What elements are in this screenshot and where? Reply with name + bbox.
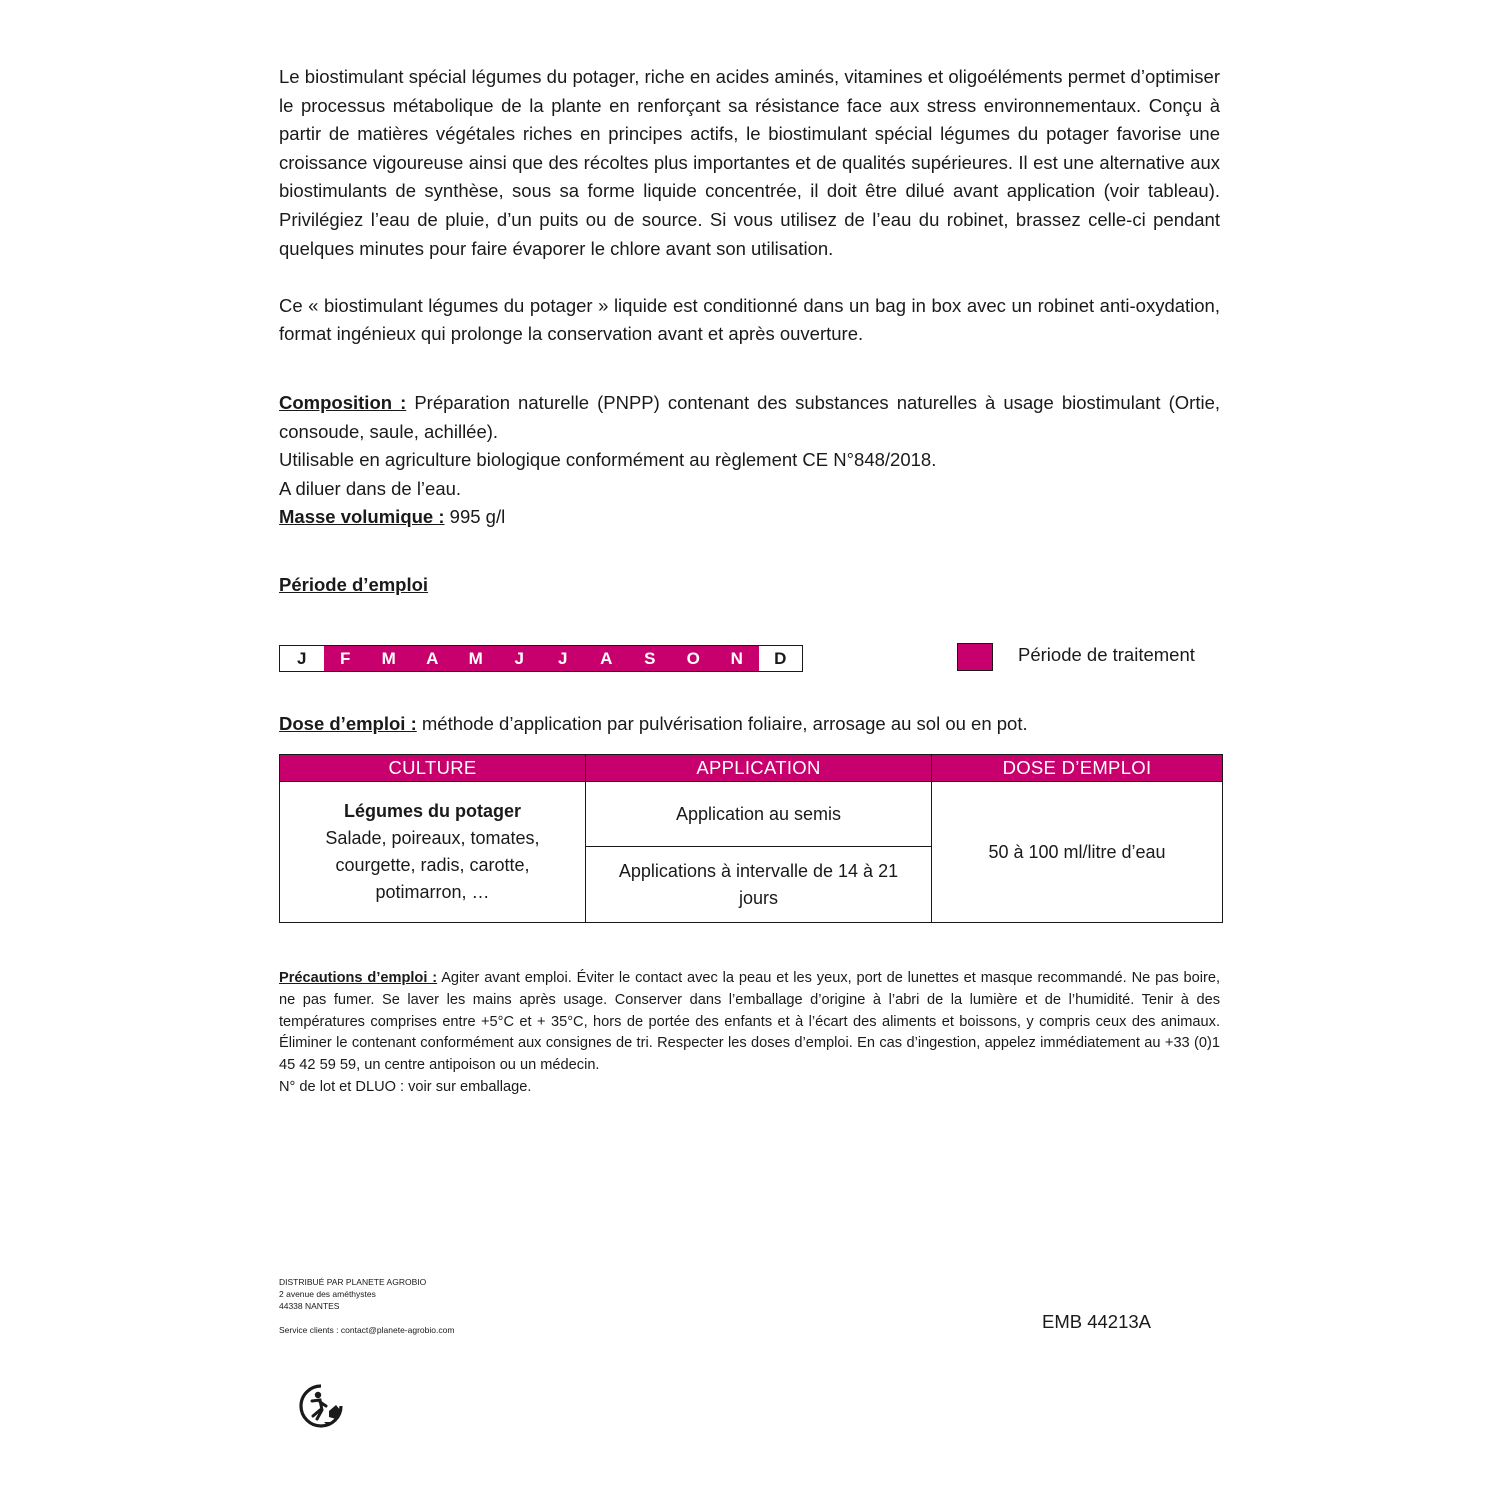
header-application: APPLICATION xyxy=(586,755,932,782)
distributor-block xyxy=(279,1276,454,1336)
lot-line: N° de lot et DLUO : voir sur emballage. xyxy=(279,1078,532,1095)
month-cell: S xyxy=(628,646,672,671)
month-cell: N xyxy=(715,646,759,671)
composition-dilute-line: A diluer dans de l’eau. xyxy=(279,477,462,499)
distributor-address-2: 44338 NANTES xyxy=(279,1301,340,1311)
dose-table xyxy=(279,754,1223,923)
header-dose: DOSE D’EMPLOI xyxy=(932,755,1223,782)
period-calendar xyxy=(279,645,803,672)
month-cell: D xyxy=(759,646,803,671)
precautions-label: Précautions d’emploi : xyxy=(279,970,438,986)
culture-title: Légumes du potager xyxy=(343,801,522,821)
treatment-legend-swatch xyxy=(957,643,993,671)
month-cell: O xyxy=(672,646,716,671)
month-cell: J xyxy=(280,646,324,671)
month-cell: A xyxy=(585,646,629,671)
density-value: 995 g/l xyxy=(444,506,506,528)
application-2: Applications à intervalle de 14 à 21 jours xyxy=(586,847,932,923)
product-description xyxy=(279,63,1220,600)
customer-service: Service clients : contact@planete-agrobio.com xyxy=(279,1325,455,1335)
dose-label: Dose d’emploi : xyxy=(279,713,417,734)
composition-section xyxy=(279,389,1220,532)
dose-value: 50 à 100 ml/litre d’eau xyxy=(932,782,1223,923)
month-cell: M xyxy=(454,646,498,671)
month-cell: J xyxy=(498,646,542,671)
precautions-text: Agiter avant emploi. Éviter le contact avec la peau et les yeux, port de lunettes et masque recommandé. Ne pas boire, ne pas fumer. Se laver les mains après usage. Conserver dans l’emballage d’origine à l’abri de la lumière et de l’humidité. Tenir à des températures comprises entre +5°C et + 35°C, hors de portée des enfants et à l’écart des aliments et boissons, y compris ceux des animaux. Éliminer le contenant conformément aux consignes de tri. Respecter les doses d’emploi. En cas d’ingestion, appelez immédiatement au +33 (0)1 45 42 59 59, un centre antipoison ou un médecin. xyxy=(279,970,1220,1074)
period-title: Période d’emploi xyxy=(279,573,429,595)
intro-paragraph-1: Le biostimulant spécial légumes du potager, riche en acides aminés, vitamines et oligoéléments permet d’optimiser le processus métabolique de la plante en renforçant sa résistance face aux stress environnementaux. Conçu à partir de matières végétales riches en principes actifs, le biostimulant spécial légumes du potager favorise une croissance vigoureuse ainsi que des récoltes plus importantes et de qualités supérieures. Il est une alternative aux biostimulants de synthèse, sous sa forme liquide concentrée, il doit être dilué avant application (voir tableau). Privilégiez l’eau de pluie, d’un puits ou de source. Si vous utilisez de l’eau du robinet, brassez celle-ci pendant quelques minutes pour faire évaporer le chlore avant son utilisation. xyxy=(279,66,1220,259)
culture-detail: Salade, poireaux, tomates, courgette, radis, carotte, potimarron, … xyxy=(325,828,540,902)
month-cell: J xyxy=(541,646,585,671)
header-culture: CULTURE xyxy=(280,755,586,782)
distributor-address-1: 2 avenue des améthystes xyxy=(279,1289,376,1299)
application-1: Application au semis xyxy=(586,782,932,847)
month-cell: M xyxy=(367,646,411,671)
precautions-section xyxy=(279,968,1220,1099)
composition-label: Composition : xyxy=(279,391,407,413)
density-label: Masse volumique : xyxy=(279,506,445,528)
month-cell: F xyxy=(324,646,368,671)
intro-paragraph-2: Ce « biostimulant légumes du potager » liquide est conditionné dans un bag in box avec un robinet anti-oxydation, format ingénieux qui prolonge la conservation avant et après ouverture. xyxy=(279,294,1220,345)
dose-text: méthode d’application par pulvérisation foliaire, arrosage au sol ou en pot. xyxy=(416,713,1028,734)
distributor-name: DISTRIBUÉ PAR PLANETE AGROBIO xyxy=(279,1277,427,1287)
dose-line xyxy=(279,710,1220,739)
treatment-legend-label: Période de traitement xyxy=(1018,644,1195,665)
month-cell: A xyxy=(411,646,455,671)
composition-text: Préparation naturelle (PNPP) contenant des substances naturelles à usage biostimulant (Ortie, consoude, saule, achillée). xyxy=(279,391,1220,442)
triman-recycling-icon xyxy=(298,1383,344,1429)
emb-code: EMB 44213A xyxy=(1042,1311,1152,1332)
culture-cell xyxy=(280,782,586,923)
composition-bio-line: Utilisable en agriculture biologique conformément au règlement CE N°848/2018. xyxy=(279,449,937,471)
